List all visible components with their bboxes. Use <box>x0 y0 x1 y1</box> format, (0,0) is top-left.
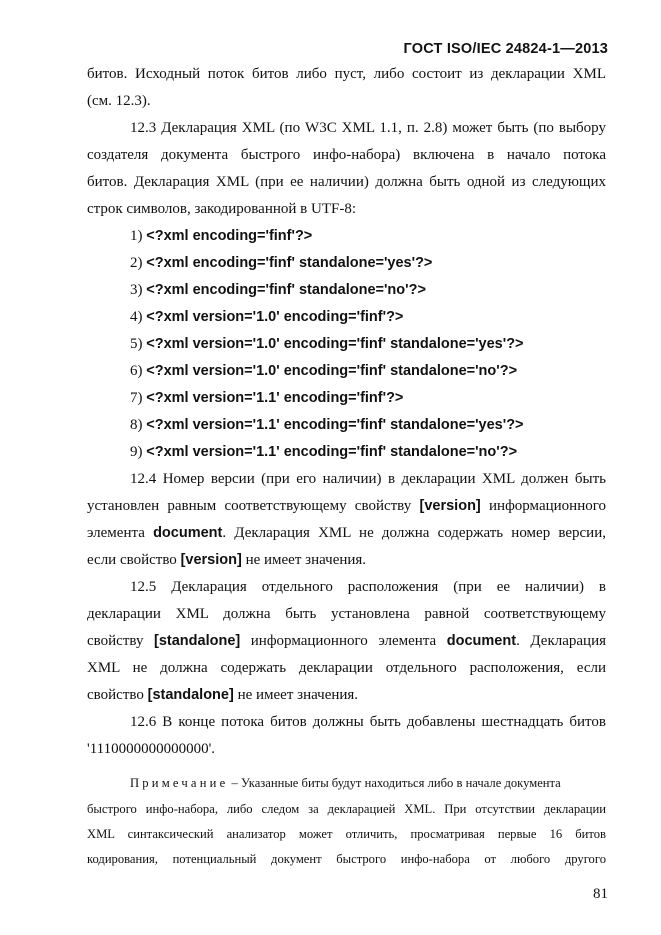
declaration-number: 6) <box>130 363 143 379</box>
declaration-number: 3) <box>130 282 143 298</box>
declaration-item <box>87 335 606 353</box>
element-document: document <box>446 633 517 649</box>
paragraph-12-4-line: 12.4 Номер версии (при его наличии) в декларации XML должен быть <box>130 471 606 487</box>
declaration-code: <?xml version='1.0' encoding='finf'?> <box>146 309 404 325</box>
declaration-number: 2) <box>130 255 143 271</box>
note-line: быстрого инфо-набора, либо следом за декларацией XML. При отсутствии декларации <box>87 802 606 816</box>
paragraph-12-5-line: свойству [standalone] информационного элемента document. Декларация <box>87 633 606 649</box>
note-label: Примечание <box>130 776 229 790</box>
property-standalone: [standalone] <box>154 633 241 649</box>
declaration-code: <?xml version='1.1' encoding='finf'?> <box>146 390 404 406</box>
note-line: XML синтаксический анализатор может отличить, просматривая первые 16 битов <box>87 827 606 841</box>
paragraph-12-6-line: 12.6 В конце потока битов должны быть добавлены шестнадцать битов <box>130 714 606 730</box>
paragraph-12-4-line: если свойство [version] не имеет значения. <box>87 552 367 568</box>
declaration-item <box>87 443 606 461</box>
declaration-code: <?xml version='1.1' encoding='finf' standalone='yes'?> <box>146 417 524 433</box>
note-line: Примечание – Указанные биты будут находиться либо в начале документа <box>130 776 561 790</box>
declaration-item <box>87 227 606 245</box>
property-version: [version] <box>419 498 481 514</box>
declaration-item <box>87 308 606 326</box>
declaration-code: <?xml encoding='finf' standalone='no'?> <box>146 282 426 298</box>
property-version: [version] <box>180 552 242 568</box>
declaration-number: 8) <box>130 417 143 433</box>
declaration-code: <?xml version='1.0' encoding='finf' standalone='yes'?> <box>146 336 524 352</box>
declaration-number: 9) <box>130 444 143 460</box>
declaration-number: 4) <box>130 309 143 325</box>
paragraph-12-4-line: установлен равным соответствующему свойству [version] информационного <box>87 498 606 514</box>
paragraph-12-5-line: 12.5 Декларация отдельного расположения (при ее наличии) в <box>130 579 606 595</box>
document-header: ГОСТ ISO/IEC 24824-1—2013 <box>403 41 608 57</box>
paragraph-line: битов. Исходный поток битов либо пуст, либо состоит из декларации XML <box>87 66 606 82</box>
declaration-code: <?xml version='1.0' encoding='finf' standalone='no'?> <box>146 363 518 379</box>
paragraph-12-5-line: свойство [standalone] не имеет значения. <box>87 687 359 703</box>
note-line: кодирования, потенциальный документ быстрого инфо-набора от любого другого <box>87 852 606 866</box>
declaration-code: <?xml encoding='finf'?> <box>146 228 313 244</box>
declaration-item <box>87 416 606 434</box>
paragraph-12-6-line: '1110000000000000'. <box>87 741 216 757</box>
declaration-code: <?xml version='1.1' encoding='finf' standalone='no'?> <box>146 444 518 460</box>
declaration-number: 1) <box>130 228 143 244</box>
paragraph-12-3-line: создателя документа быстрого инфо-набора) включена в начало потока <box>87 147 606 163</box>
declaration-code: <?xml encoding='finf' standalone='yes'?> <box>146 255 433 271</box>
property-standalone: [standalone] <box>147 687 234 703</box>
paragraph-12-3-line: строк символов, закодированной в UTF-8: <box>87 201 357 217</box>
paragraph-12-5-line: декларации XML должна быть установлена равной соответствующему <box>87 606 606 622</box>
page-number: 81 <box>593 886 608 902</box>
paragraph-12-5-line: XML не должна содержать декларации отдельного расположения, если <box>87 660 606 676</box>
declaration-item <box>87 254 606 272</box>
paragraph-12-3-line: битов. Декларация XML (при ее наличии) должна быть одной из следующих <box>87 174 606 190</box>
paragraph-12-4-line: элемента document. Декларация XML не должна содержать номер версии, <box>87 525 606 541</box>
declaration-number: 7) <box>130 390 143 406</box>
declaration-item <box>87 362 606 380</box>
declaration-item <box>87 281 606 299</box>
paragraph-12-3-line: 12.3 Декларация XML (по W3C XML 1.1, п. 2.8) может быть (по выбору <box>130 120 606 136</box>
declaration-number: 5) <box>130 336 143 352</box>
element-document: document <box>153 525 223 541</box>
declaration-item <box>87 389 606 407</box>
paragraph-line: (см. 12.3). <box>87 93 151 109</box>
